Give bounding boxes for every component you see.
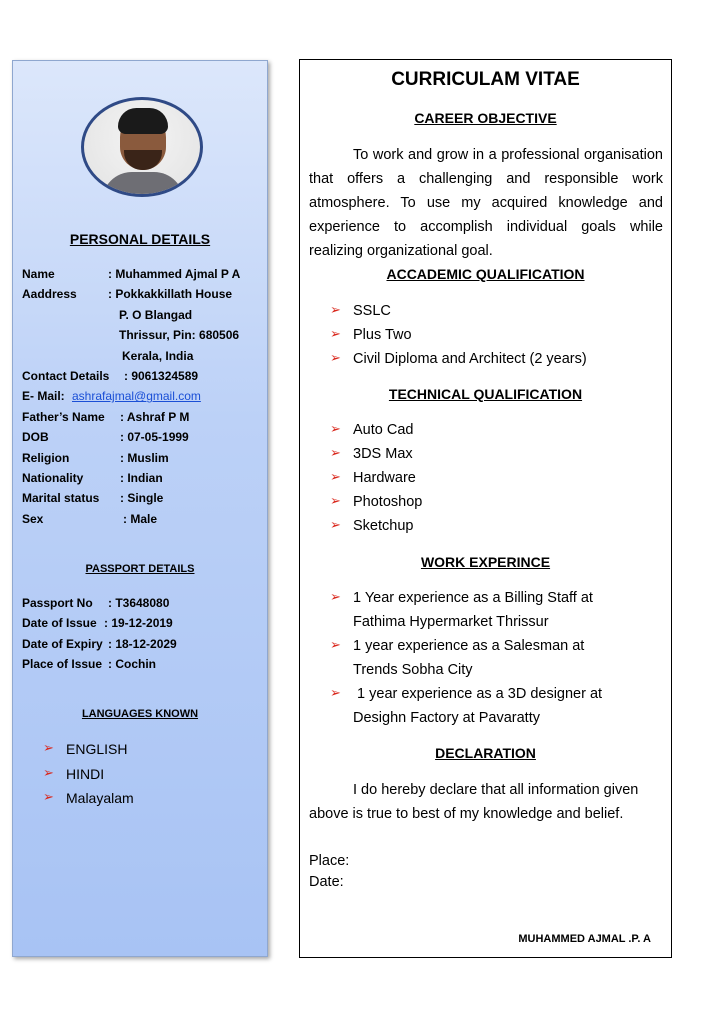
- academic-list: [330, 299, 587, 371]
- list-item: ➢ 1 year experience as a 3D designer at Desighn Factory at Pavaratty: [330, 682, 630, 730]
- detail-value: : Muslim: [120, 450, 169, 465]
- arrow-bullet-icon: ➢: [330, 494, 341, 509]
- email-link[interactable]: ashrafajmal@gmail.com: [72, 389, 201, 404]
- detail-value: : Indian: [120, 470, 163, 485]
- passport-value: : 19-12-2019: [104, 616, 173, 631]
- passport-label: Passport No: [22, 596, 93, 610]
- career-objective-text: To work and grow in a professional organisation that offers a challenging and responsible work atmosphere. To use my acquired knowledge and experience to accomplish individual goals while realizing organizational goal.: [309, 147, 663, 259]
- list-item: ➢ HINDI: [43, 762, 134, 787]
- detail-label: Sex: [22, 511, 44, 526]
- passport-value: : Cochin: [108, 657, 156, 672]
- detail-value: : Male: [123, 511, 158, 526]
- passport-row: [22, 613, 266, 633]
- arrow-bullet-icon: ➢: [330, 638, 341, 653]
- list-item: ➢ ENGLISH: [43, 737, 134, 762]
- profile-photo: [81, 97, 203, 197]
- list-item: ➢ Photoshop: [330, 490, 422, 514]
- list-item: ➢ Malayalam: [43, 786, 134, 811]
- detail-row: [22, 305, 266, 325]
- detail-row: [22, 448, 266, 468]
- detail-row: [22, 488, 266, 508]
- technical-heading: TECHNICAL QUALIFICATION: [388, 386, 583, 402]
- detail-row: [22, 468, 266, 488]
- detail-row: [22, 509, 266, 529]
- detail-row: [22, 346, 266, 366]
- arrow-bullet-icon: ➢: [330, 470, 341, 485]
- place-label: Place:: [309, 853, 350, 869]
- detail-value: P. O Blangad: [119, 307, 193, 322]
- detail-row: [22, 407, 266, 427]
- personal-details: [22, 264, 266, 529]
- sidebar: [12, 60, 268, 957]
- passport-details: [22, 593, 266, 675]
- list-item: ➢ 1 year experience as a Salesman at Trends Sobha City: [330, 634, 630, 682]
- signature-name: MUHAMMED AJMAL .P. A: [518, 933, 651, 945]
- detail-value: Kerala, India: [122, 348, 194, 363]
- detail-value: : 07-05-1999: [120, 430, 189, 445]
- detail-label: E- Mail:: [22, 389, 65, 404]
- list-item: ➢ Hardware: [330, 466, 422, 490]
- passport-row: [22, 593, 266, 613]
- cv-main-panel: [299, 59, 672, 958]
- declaration-heading: DECLARATION: [435, 745, 536, 761]
- arrow-bullet-icon: ➢: [330, 590, 341, 605]
- passport-label: Place of Issue: [22, 657, 103, 672]
- detail-row: [22, 264, 266, 284]
- detail-label: Name: [22, 267, 55, 281]
- list-item: ➢ Civil Diploma and Architect (2 years): [330, 347, 587, 371]
- passport-value: : 18-12-2029: [108, 636, 177, 651]
- list-item: ➢ 1 Year experience as a Billing Staff at Fathima Hypermarket Thrissur: [330, 586, 630, 634]
- work-heading: WORK EXPERINCE: [420, 554, 551, 570]
- arrow-bullet-icon: ➢: [43, 765, 54, 781]
- arrow-bullet-icon: ➢: [43, 790, 54, 805]
- arrow-bullet-icon: ➢: [330, 351, 341, 366]
- arrow-bullet-icon: ➢: [43, 741, 54, 756]
- arrow-bullet-icon: ➢: [330, 686, 341, 701]
- list-item: ➢ Auto Cad: [330, 418, 422, 442]
- list-item: ➢ 3DS Max: [330, 442, 422, 466]
- detail-label: DOB: [22, 430, 49, 445]
- languages-list: [43, 737, 134, 811]
- passport-label: Date of Expiry: [22, 636, 103, 651]
- page-title: CURRICULAM VITAE: [391, 69, 580, 90]
- passport-label: Date of Issue: [22, 616, 97, 631]
- declaration-text: I do hereby declare that all information given above is true to best of my knowledge and belief.: [309, 782, 639, 822]
- detail-value: : Single: [120, 491, 164, 506]
- arrow-bullet-icon: ➢: [330, 422, 341, 437]
- list-item: ➢ Plus Two: [330, 323, 587, 347]
- academic-heading: ACCADEMIC QUALIFICATION: [386, 266, 585, 282]
- detail-label: Aaddress: [22, 287, 77, 302]
- passport-row: [22, 654, 266, 674]
- list-item: ➢ Sketchup: [330, 514, 422, 538]
- personal-details-heading: PERSONAL DETAILS: [69, 231, 211, 247]
- passport-details-heading: PASSPORT DETAILS: [85, 563, 195, 575]
- detail-value: : Muhammed Ajmal P A: [108, 267, 241, 281]
- detail-value: : Pokkakkillath House: [108, 287, 233, 302]
- list-item: ➢ SSLC: [330, 299, 587, 323]
- detail-label: Religion: [22, 450, 70, 465]
- detail-row: [22, 427, 266, 447]
- technical-list: [330, 418, 422, 538]
- passport-value: : T3648080: [108, 596, 170, 610]
- detail-row: [22, 366, 266, 386]
- detail-row: [22, 284, 266, 304]
- passport-row: [22, 634, 266, 654]
- detail-value: : Ashraf P M: [120, 409, 190, 424]
- date-label: Date:: [309, 874, 344, 890]
- detail-label: Nationality: [22, 470, 84, 485]
- arrow-bullet-icon: ➢: [330, 518, 341, 533]
- work-list: [330, 586, 630, 730]
- detail-label: Father’s Name: [22, 409, 105, 424]
- detail-label: Marital status: [22, 491, 100, 506]
- languages-heading: LANGUAGES KNOWN: [81, 708, 199, 720]
- detail-value: Thrissur, Pin: 680506: [119, 328, 240, 343]
- detail-value: : 9061324589: [124, 368, 199, 383]
- detail-row: [22, 386, 266, 406]
- detail-row: [22, 325, 266, 345]
- career-objective-heading: CAREER OBJECTIVE: [414, 110, 557, 126]
- detail-label: Contact Details: [22, 368, 110, 383]
- arrow-bullet-icon: ➢: [330, 446, 341, 461]
- arrow-bullet-icon: ➢: [330, 303, 341, 318]
- arrow-bullet-icon: ➢: [330, 327, 341, 342]
